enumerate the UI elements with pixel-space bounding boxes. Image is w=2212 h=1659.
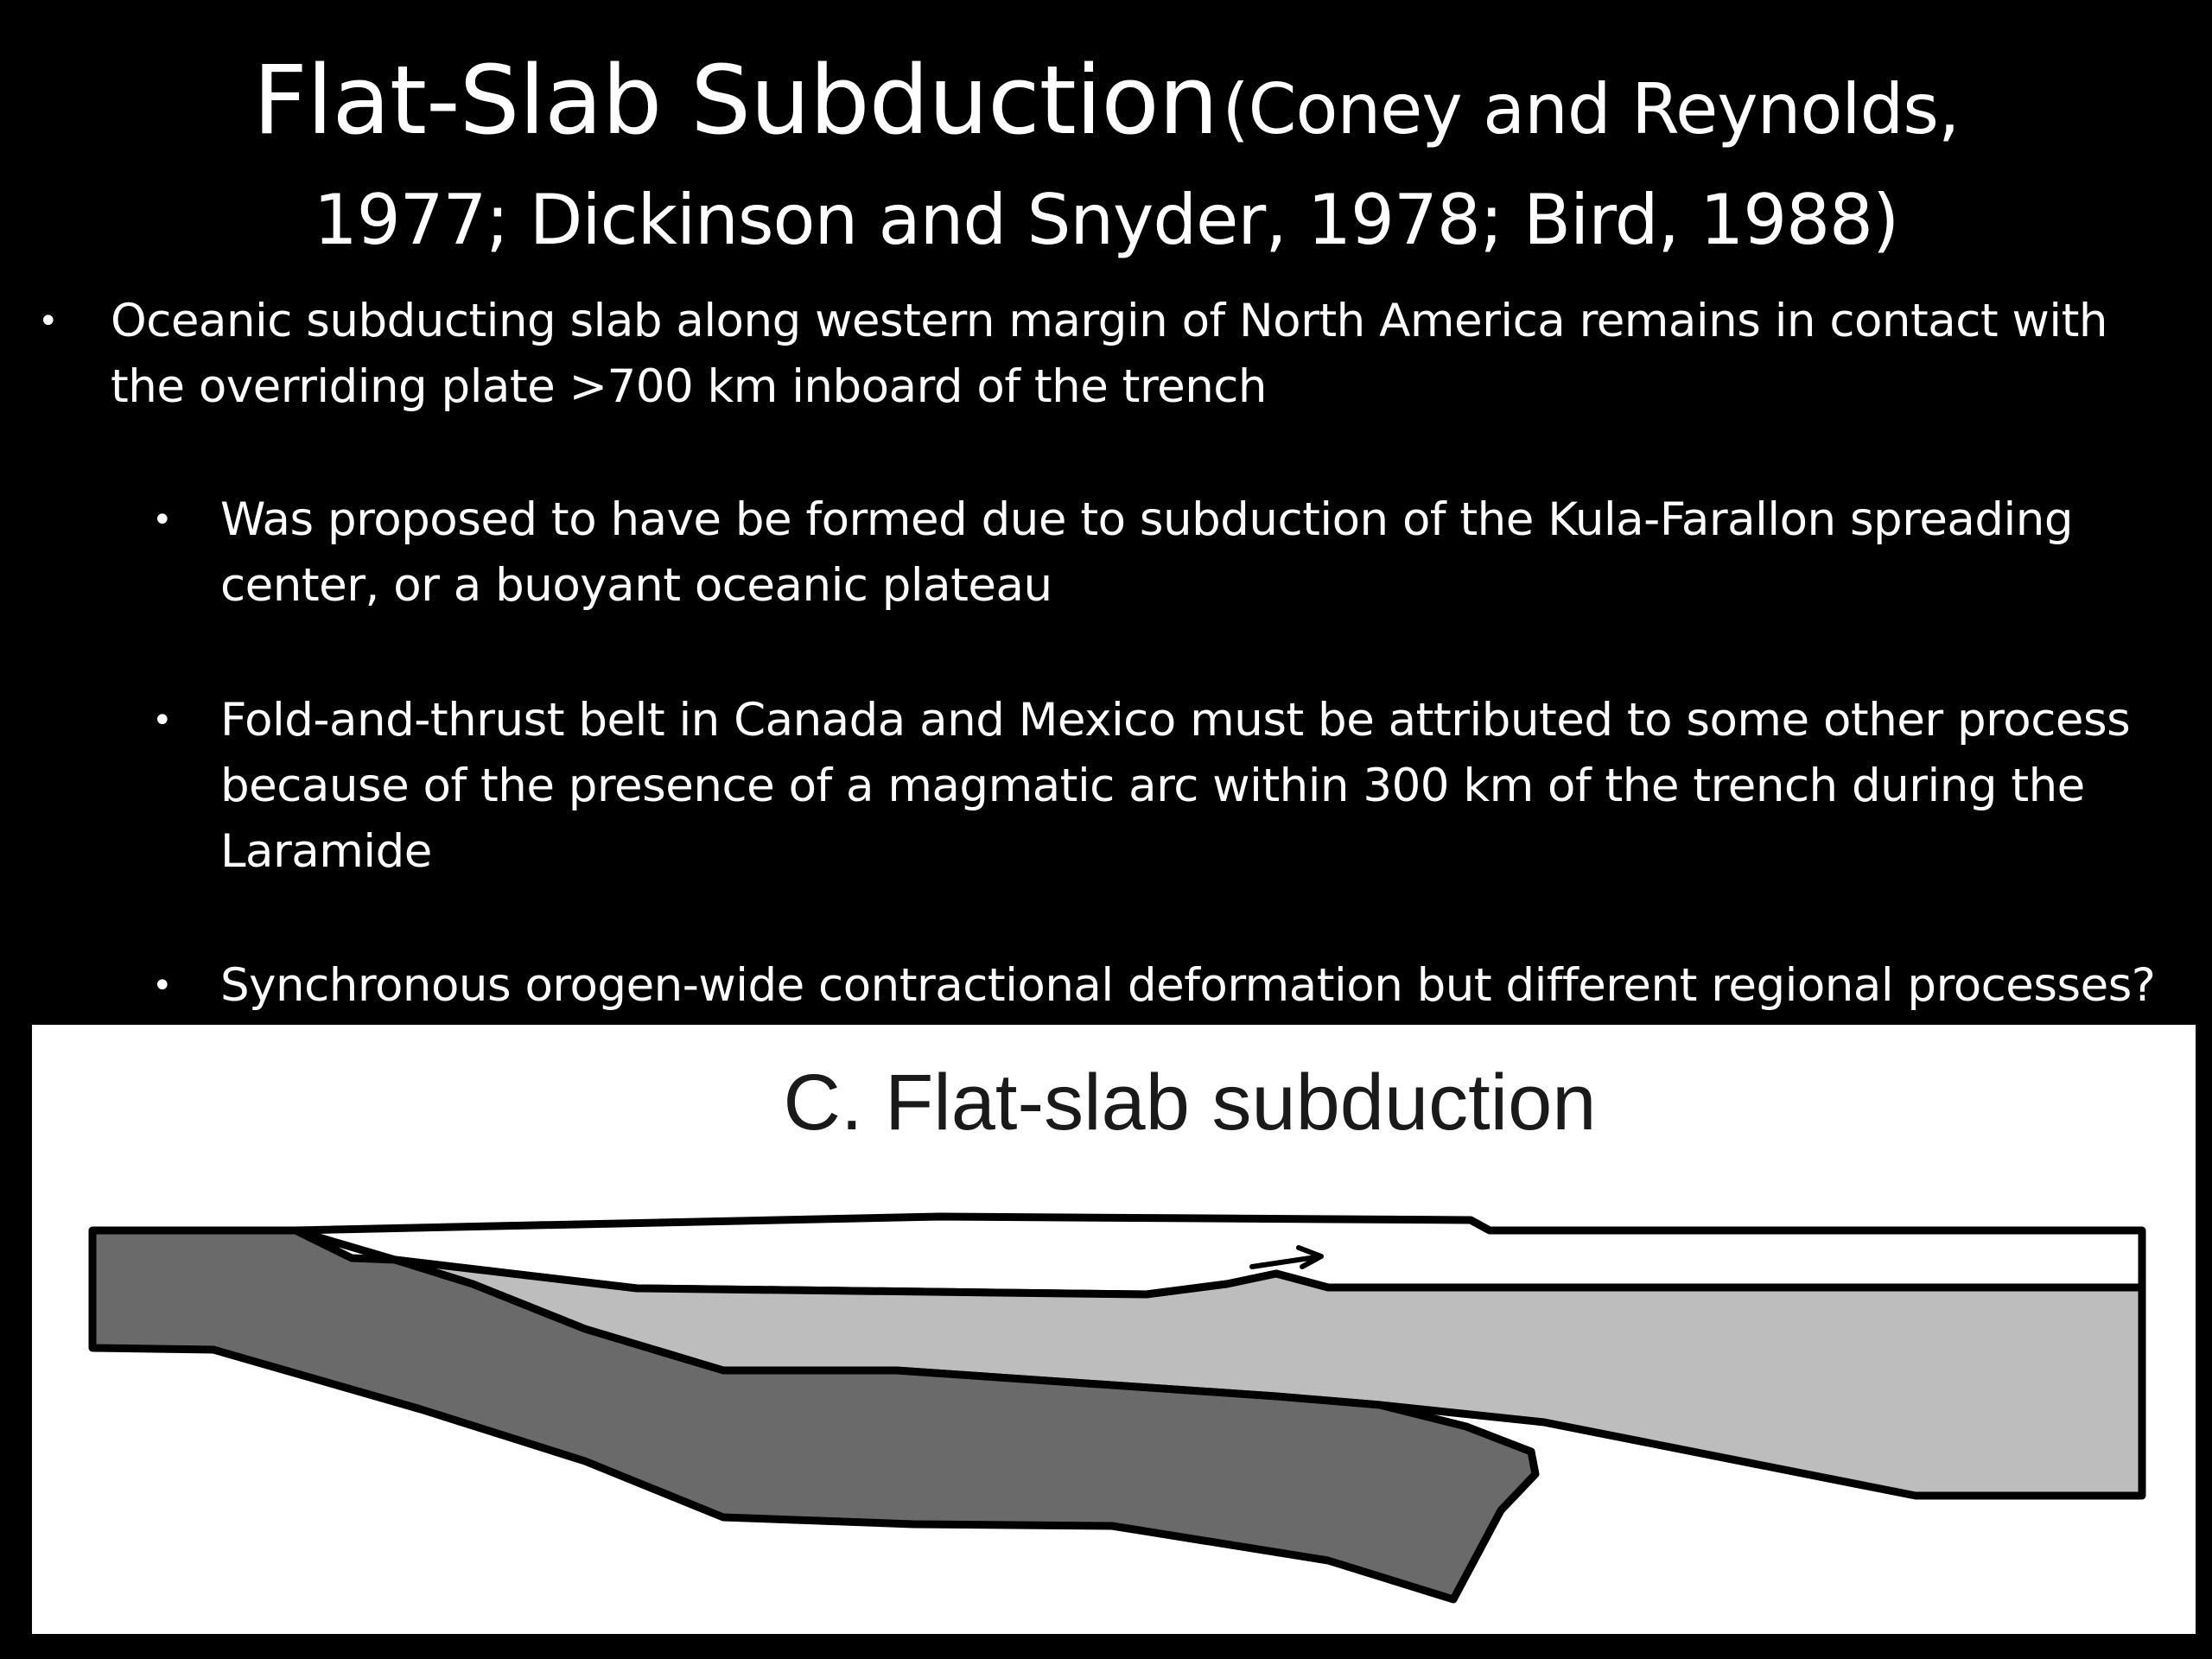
bullet-marker: • — [152, 966, 173, 1006]
title-citation-part1: (Coney and Reynolds, — [1222, 69, 1960, 149]
bullet-marker: • — [152, 701, 173, 741]
bullet-line: Synchronous orogen-wide contractional deformation but different regional processes? — [220, 959, 2156, 1012]
bullet-line: center, or a buoyant oceanic plateau — [220, 559, 1052, 612]
bullet-line: Laramide — [220, 825, 432, 878]
bullet-line: Was proposed to have be formed due to subduction of the Kula-Farallon spreading — [220, 493, 2074, 546]
figure-panel — [32, 1025, 2196, 1634]
bullet-item — [220, 688, 2130, 885]
slide-title — [0, 45, 2212, 175]
bullet-marker: • — [38, 302, 59, 341]
bullet-item — [111, 289, 2107, 420]
title-citation-part2: 1977; Dickinson and Snyder, 1978; Bird, 1988) — [313, 180, 1899, 260]
bullet-line: Fold-and-thrust belt in Canada and Mexico must be attributed to some other process — [220, 694, 2131, 747]
title-main: Flat-Slab Subduction — [252, 45, 1218, 156]
bullet-item — [220, 953, 2155, 1019]
figure-label: C. Flat-slab subduction — [783, 1058, 1597, 1147]
flat-slab-cross-section — [32, 1025, 2196, 1634]
bullet-marker: • — [152, 500, 173, 540]
bullet-line: because of the presence of a magmatic arc within 300 km of the trench during the — [220, 760, 2085, 812]
bullet-line: Oceanic subducting slab along western margin of North America remains in contact with — [111, 295, 2107, 347]
slide-title-line-2 — [0, 180, 2212, 283]
bullet-item — [220, 487, 2073, 619]
bullet-line: the overriding plate >700 km inboard of the trench — [111, 360, 1268, 413]
